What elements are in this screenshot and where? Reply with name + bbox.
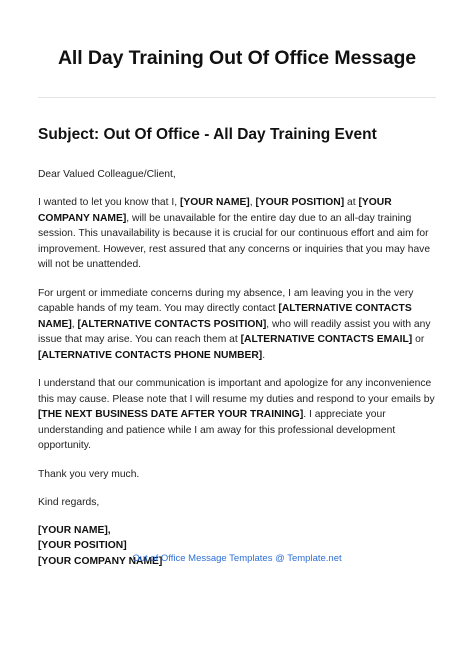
email-subject: Subject: Out Of Office - All Day Training Event [38, 126, 377, 143]
placeholder-your-name: [YOUR NAME] [179, 197, 250, 209]
text-run: , [249, 197, 256, 209]
text-run: For urgent or immediate concerns during my absence, I am leaving you in the very capable hands of my team. You may directly contact [38, 287, 414, 315]
template-net-link[interactable]: Template.net [287, 553, 342, 564]
text-run: at [344, 197, 359, 209]
text-run: . I appreciate your understanding and patience while I am away for this professional development opportunity. [38, 409, 396, 452]
footer-credit [0, 553, 474, 564]
placeholder-company-name: [YOUR COMPANY NAME] [38, 197, 392, 224]
text-run: , will be unavailable for the entire day due to an all-day training session. This unavailability is because it is crucial for our continuous effort and aim for improvement. However, rest assured that any concerns or inquiries that you may have will not be unattended. [38, 212, 431, 271]
closing-line: Kind regards, [38, 496, 100, 508]
letter-body [38, 167, 442, 569]
title-divider [38, 97, 436, 98]
placeholder-alt-contact-name: [ALTERNATIVE CONTACTS NAME] [38, 303, 412, 330]
placeholder-return-date: [THE NEXT BUSINESS DATE AFTER YOUR TRAINING] [38, 409, 304, 421]
placeholder-alt-contact-phone: [ALTERNATIVE CONTACTS PHONE NUMBER] [38, 349, 263, 361]
text-run: , [71, 318, 78, 330]
paragraph-apology [38, 376, 442, 454]
greeting: Dear Valued Colleague/Client, [38, 169, 176, 180]
text-run: , who will readily assist you with any issue that may arise. You can reach them at [38, 318, 431, 346]
text-run: I wanted to let you know that I, [38, 197, 180, 209]
paragraph-alternative-contacts [38, 286, 442, 364]
document-title: All Day Training Out Of Office Message [57, 47, 417, 69]
text-run: . [262, 349, 266, 361]
signature-position: [YOUR POSITION] [38, 540, 127, 552]
placeholder-your-position: [YOUR POSITION] [255, 197, 345, 209]
thanks-line: Thank you very much. [38, 468, 140, 480]
signature-company: [YOUR COMPANY NAME] [38, 555, 163, 567]
templates-link[interactable]: Out of Office Message Templates [132, 553, 273, 564]
placeholder-alt-contact-email: [ALTERNATIVE CONTACTS EMAIL] [240, 334, 413, 346]
signature-name: [YOUR NAME], [38, 524, 111, 536]
paragraph-intro [38, 195, 442, 273]
footer-separator: @ [272, 553, 288, 564]
text-run: I understand that our communication is important and apologize for any inconvenience this may cause. Please note that I will resume my duties and respond to your emails by [38, 378, 435, 405]
text-run: or [412, 334, 425, 346]
placeholder-alt-contact-position: [ALTERNATIVE CONTACTS POSITION] [77, 318, 267, 330]
